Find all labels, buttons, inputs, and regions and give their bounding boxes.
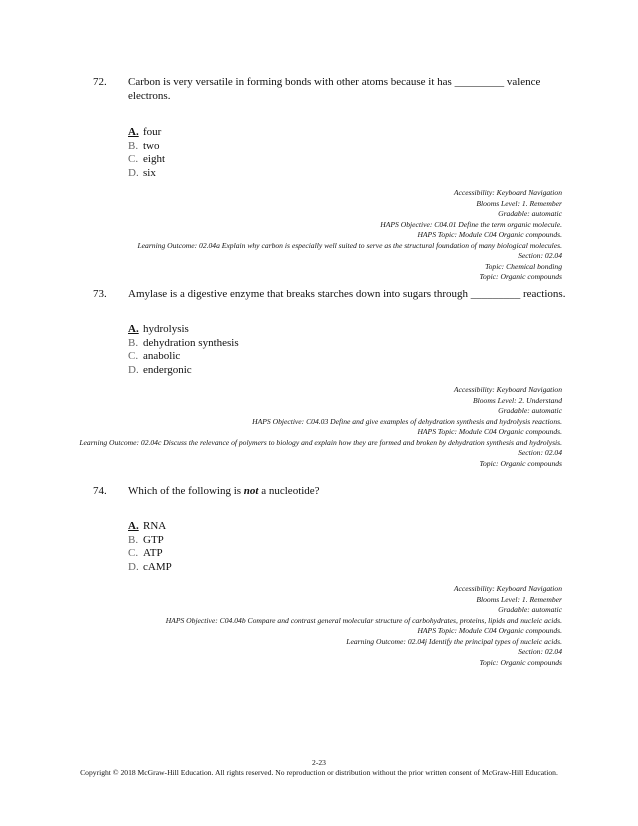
option-text: hydrolysis: [143, 323, 189, 335]
question-number: 72.: [93, 76, 107, 88]
option-text: RNA: [143, 520, 167, 532]
option-letter: A.: [128, 520, 139, 532]
meta-line: Learning Outcome: 02.04j Identify the principal types of nucleic acids.: [346, 636, 562, 646]
option-b: [128, 534, 172, 548]
question-text-emphasis: not: [243, 485, 259, 497]
meta-line: Gradable: automatic: [498, 605, 562, 614]
option-c: [128, 153, 165, 167]
meta-line: Section: 02.04: [518, 448, 562, 457]
option-letter: C.: [128, 547, 139, 559]
option-letter: B.: [128, 139, 139, 152]
option-text: eight: [143, 153, 165, 165]
meta-line: HAPS Topic: Module C04 Organic compounds.: [417, 427, 562, 436]
question-text-after: a nucleotide?: [258, 485, 320, 497]
question-metadata: [72, 385, 562, 469]
option-text: GTP: [143, 533, 164, 546]
question-number: 74.: [93, 485, 107, 497]
option-letter: B.: [128, 533, 139, 546]
question-text: Amylase is a digestive enzyme that breaks starches down into sugars through _________ reactions.: [128, 288, 566, 300]
option-a: [128, 323, 239, 337]
meta-line: HAPS Objective: C04.03 Define and give examples of dehydration synthesis and hydrolysis reactions.: [252, 416, 562, 426]
option-d: [128, 167, 165, 181]
meta-line: Topic: Organic compounds: [479, 657, 562, 667]
question-text: Carbon is very versatile in forming bonds with other atoms because it has _________ valence electrons.: [128, 76, 541, 102]
meta-line: Accessibility: Keyboard Navigation: [453, 385, 562, 394]
option-text: endergonic: [143, 363, 192, 376]
meta-line: HAPS Objective: C04.01 Define the term organic molecule.: [380, 219, 562, 229]
option-text: dehydration synthesis: [143, 336, 239, 349]
meta-line: Blooms Level: 1. Remember: [476, 594, 562, 604]
meta-line: Topic: Organic compounds: [479, 458, 562, 468]
option-text: ATP: [143, 547, 163, 559]
meta-line: Learning Outcome: 02.04c Discuss the relevance of polymers to biology and explain how they are formed and broken by dehydration synthesis and hydrolysis.: [79, 437, 562, 447]
option-b: [128, 337, 239, 351]
meta-line: HAPS Topic: Module C04 Organic compounds.: [417, 626, 562, 635]
option-letter: A.: [128, 126, 139, 138]
meta-line: Learning Outcome: 02.04a Explain why carbon is especially well suited to serve as the structural foundation of many biological molecules.: [137, 240, 562, 250]
option-letter: D.: [128, 363, 139, 376]
meta-line: Topic: Organic compounds: [479, 272, 562, 281]
option-letter: B.: [128, 336, 139, 349]
question-number: 73.: [93, 288, 107, 300]
answer-options: [128, 323, 239, 377]
question-text: [128, 484, 548, 498]
option-letter: C.: [128, 350, 139, 362]
meta-line: Gradable: automatic: [498, 209, 562, 218]
option-text: two: [143, 139, 160, 152]
meta-line: Blooms Level: 2. Understand: [472, 395, 562, 405]
option-a: [128, 126, 165, 140]
option-c: [128, 547, 172, 561]
option-text: cAMP: [143, 560, 172, 573]
option-d: [128, 364, 239, 378]
option-letter: A.: [128, 323, 139, 335]
option-a: [128, 520, 172, 534]
option-letter: D.: [128, 560, 139, 573]
page-footer: [60, 758, 578, 778]
meta-line: HAPS Topic: Module C04 Organic compounds.: [417, 230, 562, 239]
meta-line: Accessibility: Keyboard Navigation: [453, 188, 562, 197]
option-text: anabolic: [143, 350, 181, 362]
meta-line: Topic: Chemical bonding: [485, 261, 562, 271]
answer-options: [128, 126, 165, 180]
option-letter: C.: [128, 153, 139, 165]
option-d: [128, 561, 172, 575]
option-text: four: [143, 126, 162, 138]
option-c: [128, 350, 239, 364]
meta-line: Accessibility: Keyboard Navigation: [453, 584, 562, 593]
option-text: six: [143, 166, 156, 179]
meta-line: Section: 02.04: [518, 251, 562, 260]
question-text-before: Which of the following is: [128, 485, 244, 497]
page-number: 2-23: [312, 758, 326, 767]
question-metadata: [72, 584, 562, 668]
option-b: [128, 140, 165, 154]
copyright-notice: Copyright © 2018 McGraw-Hill Education. All rights reserved. No reproduction or distribution without the prior written consent of McGraw-Hill Education.: [80, 768, 558, 777]
question-metadata: [72, 188, 562, 283]
option-letter: D.: [128, 166, 139, 179]
answer-options: [128, 520, 172, 574]
meta-line: Section: 02.04: [518, 647, 562, 656]
meta-line: Blooms Level: 1. Remember: [476, 198, 562, 208]
meta-line: HAPS Objective: C04.04b Compare and contrast general molecular structure of carbohydrates, proteins, lipids and nucleic acids.: [165, 615, 562, 625]
meta-line: Gradable: automatic: [498, 406, 562, 415]
